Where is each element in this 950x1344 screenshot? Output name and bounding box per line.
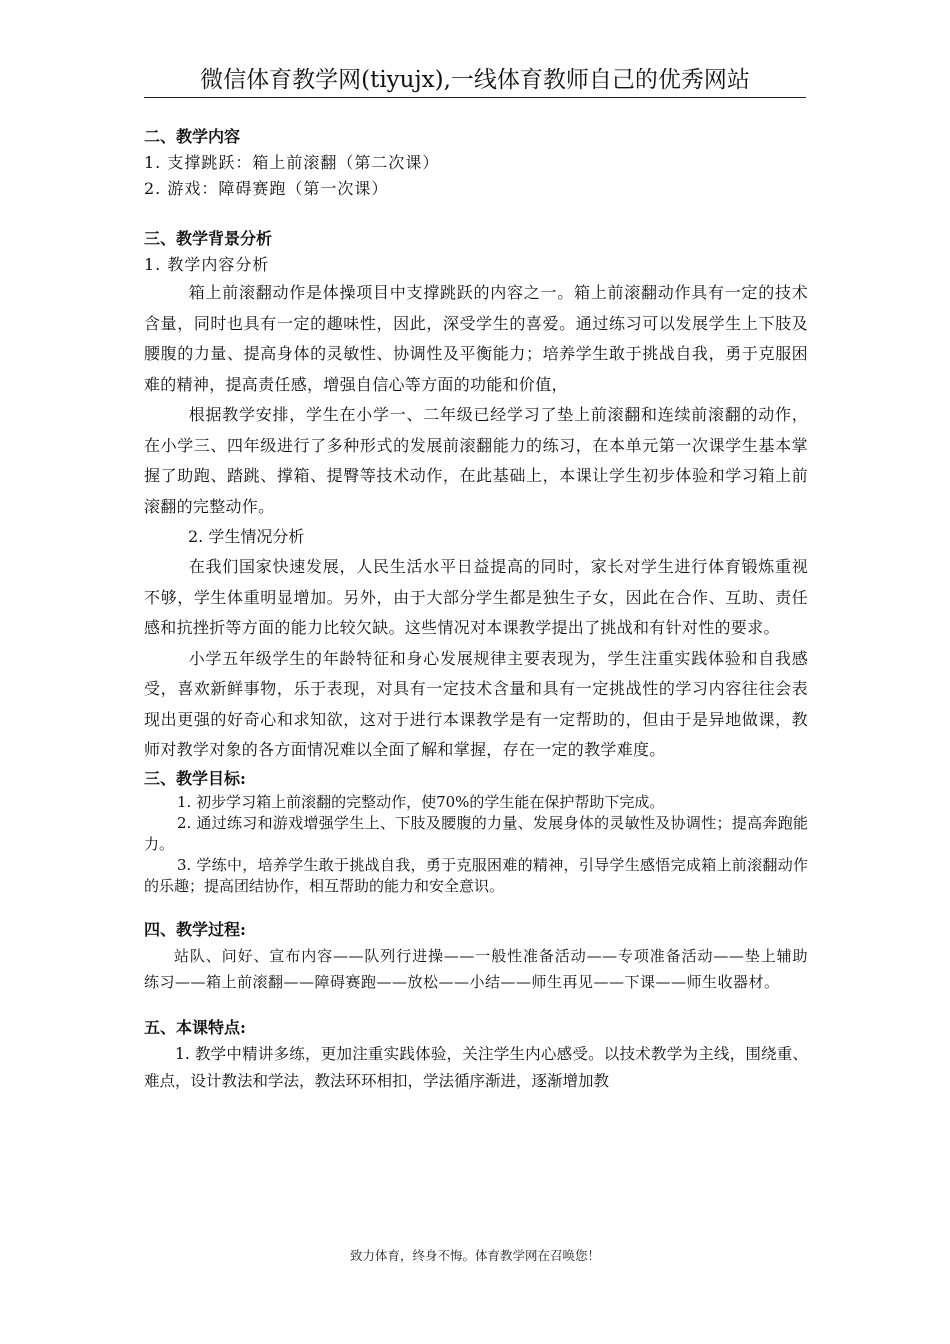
content-item-1: 1. 支撑跳跃：箱上前滚翻（第二次课） — [144, 153, 440, 172]
goal-item-1: 1. 初步学习箱上前滚翻的完整动作，使70%的学生能在保护帮助下完成。 — [177, 792, 665, 811]
section-heading-process: 四、教学过程: — [144, 919, 246, 939]
paragraph-student-analysis-1: 在我们国家快速发展，人民生活水平日益提高的同时，家长对学生进行体育锻炼重视不够，学生体重明显增加。另外，由于大部分学生都是独生子女，因此在合作、互助、责任感和抗挫折等方面的能力比较欠缺。这些情况对本课教学提出了挑战和有针对性的要求。 — [144, 557, 808, 637]
paragraph-student-analysis-2: 小学五年级学生的年龄特征和身心发展规律主要表现为，学生注重实践体验和自我感受，喜欢新鲜事物，乐于表现，对具有一定技术含量和具有一定挑战性的学习内容往往会表现出更强的好奇心和求知欲，这对于进行本课教学是有一定帮助的，但由于是异地做课，教师对教学对象的各方面情况难以全面了解和掌握，存在一定的教学难度。 — [144, 648, 808, 759]
section-heading-features: 五、本课特点: — [144, 1017, 246, 1037]
features-paragraph: 1. 教学中精讲多练，更加注重实践体验，关注学生内心感受。以技术教学为主线，围绕重、难点，设计教法和学法，教法环环相扣，学法循序渐进，逐渐增加教 — [144, 1044, 808, 1090]
spacer — [144, 202, 808, 226]
section-heading-content: 二、教学内容 — [144, 127, 241, 146]
goal-item-2: 2. 通过练习和游戏增强学生上、下肢及腰腹的力量、发展身体的灵敏性及协调性；提高奔跑能力。 — [144, 813, 808, 853]
process-paragraph: 站队、问好、宣布内容——队列行进操——一般性准备活动——专项准备活动——垫上辅助练习——箱上前滚翻——障碍赛跑——放松——小结——师生再见——下课——师生收器材。 — [144, 946, 808, 991]
spacer — [144, 995, 808, 1015]
section-heading-background: 三、教学背景分析 — [144, 229, 273, 248]
spacer — [144, 897, 808, 917]
page-footer: 致力体育，终身不悔。体育教学网在召唤您！ — [349, 1248, 600, 1263]
content-item-2: 2. 游戏：障碍赛跑（第一次课） — [144, 179, 389, 198]
goal-item-3: 3. 学练中，培养学生敢于挑战自我，勇于克服困难的精神，引导学生感悟完成箱上前滚翻动作的乐趣；提高团结协作，相互帮助的能力和安全意识。 — [144, 855, 808, 895]
subheading-content-analysis: 1. 教学内容分析 — [144, 255, 270, 274]
document-body — [144, 124, 808, 1095]
subheading-student-analysis: 2. 学生情况分析 — [188, 527, 305, 546]
header-divider — [144, 97, 806, 98]
paragraph-content-analysis-2: 根据教学安排，学生在小学一、二年级已经学习了垫上前滚翻和连续前滚翻的动作，在小学三、四年级进行了多种形式的发展前滚翻能力的练习，在本单元第一次课学生基本掌握了助跑、踏跳、撑箱、提臀等技术动作，在此基础上，本课让学生初步体验和学习箱上前滚翻的完整动作。 — [144, 405, 808, 516]
paragraph-content-analysis-1: 箱上前滚翻动作是体操项目中支撑跳跃的内容之一。箱上前滚翻动作具有一定的技术含量，同时也具有一定的趣味性，因此，深受学生的喜爱。通过练习可以发展学生上下肢及腰腹的力量、提高身体的灵敏性、协调性及平衡能力；培养学生敢于挑战自我，勇于克服困难的精神，提高责任感，增强自信心等方面的功能和价值， — [144, 283, 808, 394]
page-header-title: 微信体育教学网(tiyujx),一线体育教师自己的优秀网站 — [200, 67, 750, 93]
section-heading-goals: 三、教学目标: — [144, 768, 246, 788]
